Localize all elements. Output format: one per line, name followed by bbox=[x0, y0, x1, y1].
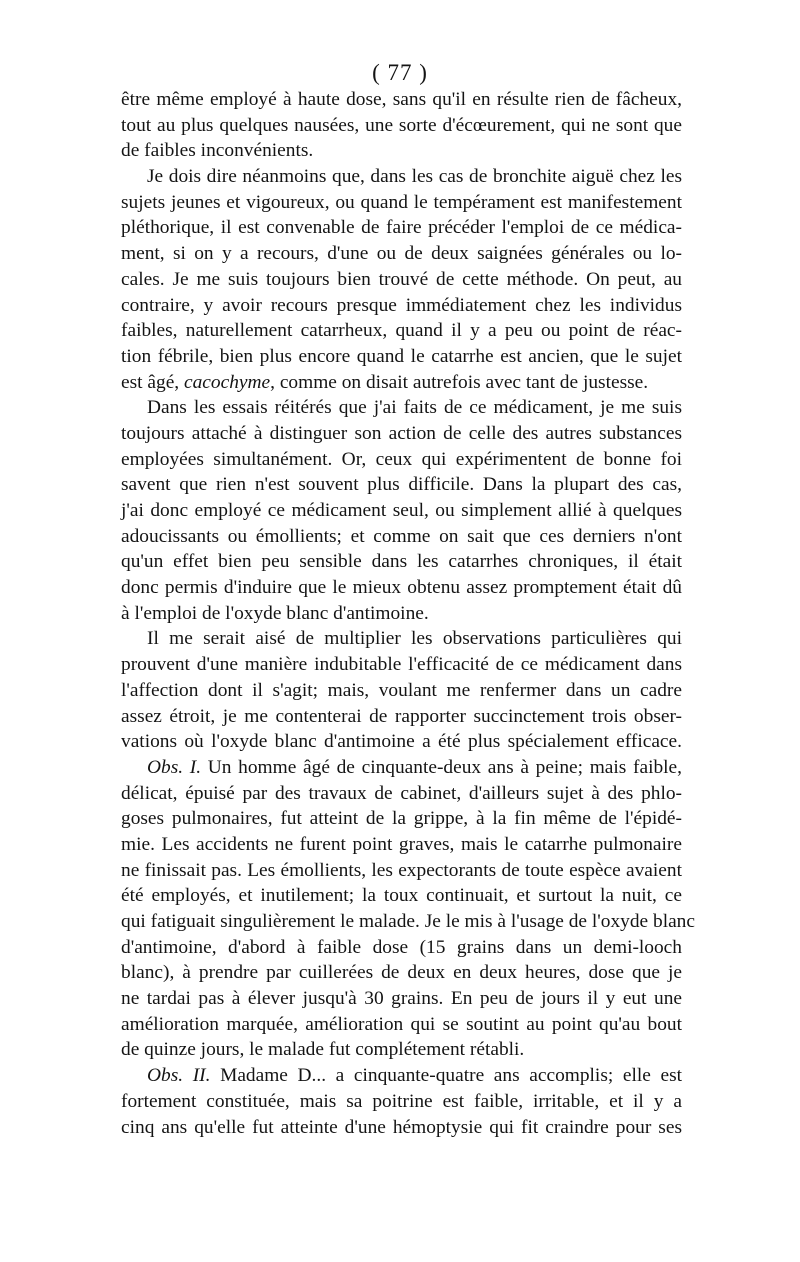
text-line: tion fébrile, bien plus encore quand le catarrhe est ancien, que le sujet bbox=[121, 345, 682, 367]
text-line: assez étroit, je me contenterai de rapporter succinctement trois obser- bbox=[121, 705, 682, 727]
text-line: ne finissait pas. Les émollients, les expectorants de toute espèce avaient bbox=[121, 859, 682, 881]
text-line: été employés, et inutilement; la toux continuait, et surtout la nuit, ce bbox=[121, 885, 682, 907]
text-line: employées simultanément. Or, ceux qui expérimentent de bonne foi bbox=[121, 448, 682, 470]
text-line: blanc), à prendre par cuillerées de deux en deux heures, dose que je bbox=[121, 962, 682, 984]
text-line: donc permis d'induire que le mieux obtenu assez promptement était dû bbox=[121, 577, 682, 599]
text-line: de faibles inconvénients. bbox=[121, 140, 314, 162]
text-line: sujets jeunes et vigoureux, ou quand le tempérament est manifestement bbox=[121, 191, 682, 213]
italic-term: Obs. I. bbox=[147, 756, 202, 778]
text-line: est âgé, cacochyme, comme on disait autrefois avec tant de justesse. bbox=[121, 371, 649, 393]
text-line: amélioration marquée, amélioration qui se soutint au point qu'au bout bbox=[121, 1013, 682, 1035]
text-line: de quinze jours, le malade fut complétement rétabli. bbox=[121, 1039, 525, 1061]
text-line: vations où l'oxyde blanc d'antimoine a été plus spécialement efficace. bbox=[121, 731, 682, 753]
page-number: ( 77 ) bbox=[372, 60, 428, 85]
text-line: l'affection dont il s'agit; mais, voulant me renfermer dans un cadre bbox=[121, 679, 682, 701]
text-line: mie. Les accidents ne furent point graves, mais le catarrhe pulmonaire bbox=[121, 833, 682, 855]
text-line: contraire, y avoir recours presque immédiatement chez les individus bbox=[121, 294, 682, 316]
text-line: prouvent d'une manière indubitable l'efficacité de ce médicament dans bbox=[121, 654, 682, 676]
text-line: savent que rien n'est souvent plus difficile. Dans la plupart des cas, bbox=[121, 474, 682, 496]
paragraph-start-line: Dans les essais réitérés que j'ai faits de ce médicament, je me suis bbox=[147, 397, 682, 419]
text-line: tout au plus quelques nausées, une sorte d'écœurement, qui ne sont que bbox=[121, 114, 682, 136]
text-line: être même employé à haute dose, sans qu'il en résulte rien de fâcheux, bbox=[121, 89, 682, 110]
text-line: cales. Je me suis toujours bien trouvé de cette méthode. On peut, au bbox=[121, 268, 682, 290]
body-text bbox=[121, 87, 695, 1140]
observation-start-line: Obs. II. Madame D... a cinquante-quatre ans accomplis; elle est bbox=[147, 1065, 682, 1087]
text-line: fortement constituée, mais sa poitrine est faible, irritable, et il y a bbox=[121, 1090, 682, 1112]
text-line: toujours attaché à distinguer son action de celle des autres substances bbox=[121, 422, 682, 444]
text-line: d'antimoine, d'abord à faible dose (15 grains dans un demi-looch bbox=[121, 936, 682, 958]
text-line: qu'un effet bien peu sensible dans les catarrhes chroniques, il était bbox=[121, 551, 682, 573]
text-line: qui fatiguait singulièrement le malade. Je le mis à l'usage de l'oxyde blanc bbox=[121, 911, 695, 932]
text-line: j'ai donc employé ce médicament seul, ou simplement allié à quelques bbox=[121, 500, 682, 521]
text-line: délicat, épuisé par des travaux de cabinet, d'ailleurs sujet à des phlo- bbox=[121, 782, 682, 804]
paragraph-start-line: Il me serait aisé de multiplier les observations particulières qui bbox=[147, 628, 682, 650]
text-line: ment, si on y a recours, d'une ou de deux saignées générales ou lo- bbox=[121, 243, 682, 265]
text-line: cinq ans qu'elle fut atteinte d'une hémoptysie qui fit craindre pour ses bbox=[121, 1116, 682, 1138]
text-line: ne tardai pas à élever jusqu'à 30 grains. En peu de jours il y eut une bbox=[121, 988, 682, 1010]
observation-start-line: Obs. I. Un homme âgé de cinquante-deux ans à peine; mais faible, bbox=[147, 756, 682, 778]
text-line: adoucissants ou émollients; et comme on sait que ces derniers n'ont bbox=[121, 525, 682, 547]
italic-term: cacochyme bbox=[184, 371, 271, 393]
text-line: goses pulmonaires, fut atteint de la grippe, à la fin même de l'épidé- bbox=[121, 808, 682, 830]
paragraph-start-line: Je dois dire néanmoins que, dans les cas de bronchite aiguë chez les bbox=[147, 166, 682, 188]
text-line: à l'emploi de l'oxyde blanc d'antimoine. bbox=[121, 602, 429, 624]
text-line: faibles, naturellement catarrheux, quand il y a peu ou point de réac- bbox=[121, 320, 682, 342]
text-line: pléthorique, il est convenable de faire précéder l'emploi de ce médica- bbox=[121, 217, 682, 239]
italic-term: Obs. II. bbox=[147, 1065, 211, 1087]
